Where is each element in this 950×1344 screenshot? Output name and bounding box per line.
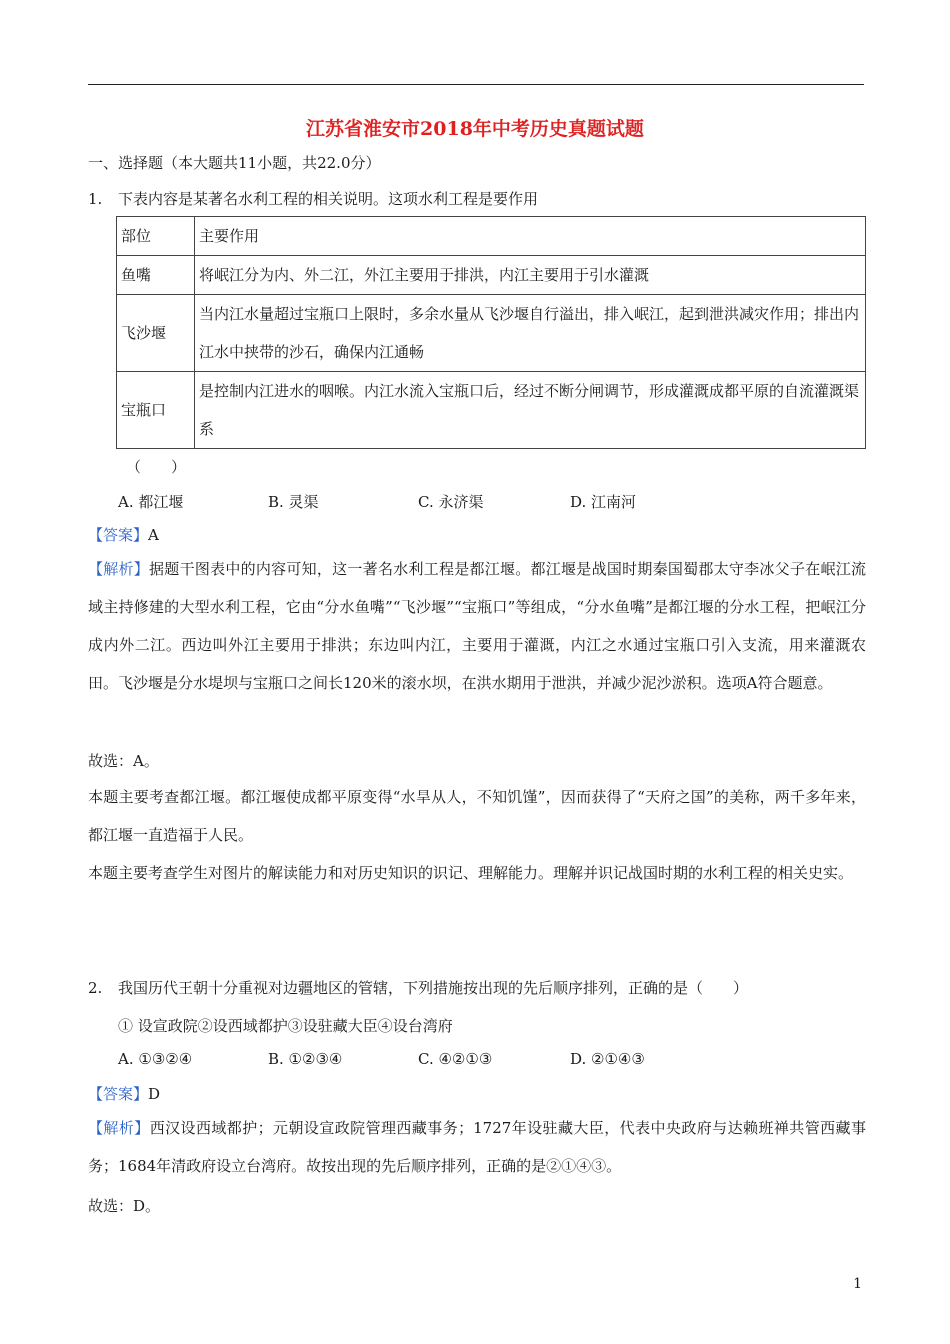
option-b: B. 灵渠 [268, 493, 319, 511]
answer-value: D [148, 1085, 161, 1103]
option-b: B. ①②③④ [268, 1050, 343, 1068]
question-1 [88, 188, 538, 209]
option-c: C. ④②①③ [418, 1050, 493, 1068]
table-cell-part: 宝瓶口 [117, 372, 195, 449]
question-2-stem: 我国历代王朝十分重视对边疆地区的管辖，下列措施按出现的先后顺序排列，正确的是（ ） [118, 979, 749, 997]
question-2-items: ① 设宣政院②设西域都护③设驻藏大臣④设台湾府 [118, 1017, 453, 1035]
analysis-paragraph [88, 550, 866, 702]
analysis-tag: 【解析】 [88, 1119, 150, 1137]
option-a: A. ①③②④ [118, 1050, 193, 1068]
answer-value: A [148, 526, 159, 544]
question-1-stem: 下表内容是某著名水利工程的相关说明。这项水利工程是要作用 [118, 190, 539, 208]
note-paragraph: 本题主要考查都江堰。都江堰使成都平原变得“水旱从人，不知饥馑”，因而获得了“天府之国”的美称，两千多年来，都江堰一直造福于人民。 [88, 788, 866, 844]
page-number: 1 [853, 1276, 862, 1292]
choice-line: 故选：D。 [88, 1197, 161, 1215]
table-cell-function: 将岷江分为内、外二江，外江主要用于排洪，内江主要用于引水灌溉 [195, 256, 866, 295]
analysis-text: 西汉设西域都护；元朝设宣政院管理西藏事务；1727年设驻藏大臣，代表中央政府与达赖班禅共管西藏事务；1684年清政府设立台湾府。故按出现的先后顺序排列，正确的是②①④③。 [88, 1119, 866, 1175]
table-row [117, 295, 866, 372]
option-c: C. 永济渠 [418, 493, 484, 511]
table-cell-function: 是控制内江进水的咽喉。内江水流入宝瓶口后，经过不断分闸调节，形成灌溉成都平原的自流灌溉渠系 [195, 372, 866, 449]
option-a: A. 都江堰 [118, 493, 184, 511]
table-header-cell: 主要作用 [195, 217, 866, 256]
choice-line: 故选：A。 [88, 752, 159, 770]
table-cell-part: 鱼嘴 [117, 256, 195, 295]
table-row [117, 372, 866, 449]
table-header-cell: 部位 [117, 217, 195, 256]
question-1-number: 1. [88, 190, 103, 208]
section-header: 一、选择题（本大题共11小题，共22.0分） [88, 154, 381, 172]
note-paragraph: 本题主要考查学生对图片的解读能力和对历史知识的识记、理解能力。理解并识记战国时期的水利工程的相关史实。 [88, 864, 854, 882]
table-row [117, 256, 866, 295]
table-cell-function: 当内江水量超过宝瓶口上限时，多余水量从飞沙堰自行溢出，排入岷江，起到泄洪减灾作用；排出内江水中挟带的沙石，确保内江通畅 [195, 295, 866, 372]
answer-tag: 【答案】 [88, 1085, 149, 1103]
analysis-paragraph [88, 1109, 866, 1185]
header-rule [88, 84, 864, 85]
question-2 [88, 977, 748, 998]
option-d: D. ②①④③ [570, 1050, 645, 1068]
question-2-number: 2. [88, 979, 103, 997]
analysis-text: 据题干图表中的内容可知，这一著名水利工程是都江堰。都江堰是战国时期秦国蜀郡太守李冰父子在岷江流域主持修建的大型水利工程，它由“分水鱼嘴”“飞沙堰”“宝瓶口”等组成，“分水鱼嘴”是都江堰的分水工程，把岷江分成内外二江。西边叫外江主要用于排洪；东边叫内江，主要用于灌溉，内江之水通过宝瓶口引入支流，用来灌溉农田。飞沙堰是分水堤坝与宝瓶口之间长120米的滚水坝，在洪水期用于泄洪，并减少泥沙淤积。选项A符合题意。 [88, 560, 866, 692]
analysis-tag: 【解析】 [88, 560, 150, 578]
option-d: D. 江南河 [570, 493, 637, 511]
answer-tag: 【答案】 [88, 526, 149, 544]
info-table [116, 216, 866, 449]
answer-blank: （ ） [126, 458, 187, 476]
page-title: 江苏省淮安市2018年中考历史真题试题 [306, 118, 644, 140]
table-header-row [117, 217, 866, 256]
answer-line [88, 524, 159, 545]
table-cell-part: 飞沙堰 [117, 295, 195, 372]
answer-line [88, 1083, 160, 1104]
